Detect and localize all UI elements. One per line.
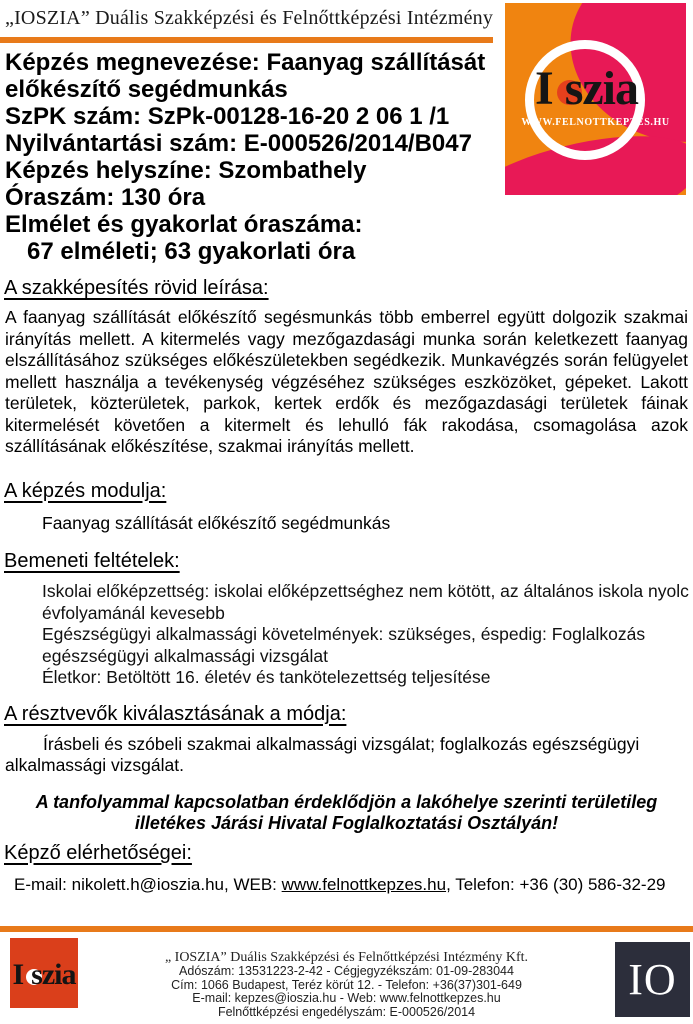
footer-address-line: Cím: 1066 Budapest, Teréz körút 12. - Telefon: +36(37)301-649 (171, 977, 522, 992)
course-szpk-line: SzPK szám: SzPk-00128-16-20 2 06 1 /1 (5, 103, 450, 130)
course-hours-split-label: Elmélet és gyakorlat óraszáma: (5, 211, 363, 238)
module-item: Faanyag szállítását előkészítő segédmunkás (42, 512, 391, 533)
footer-tax-line: Adószám: 13531223-2-42 - Cégjegyzékszám: 01-09-283044 (179, 964, 514, 978)
footer-ioszia-logo (10, 938, 78, 1008)
course-hours-line: Óraszám: 130 óra (5, 184, 206, 211)
footer-io-logo-text: IO (628, 955, 677, 1004)
ioszia-logo (505, 3, 686, 195)
section-heading-requirements: Bemeneti feltételek: (4, 550, 180, 572)
requirement-item-schooling: Iskolai előképzettség: iskolai előképzettséghez nem kötött, az általános iskola nyolc évfolyamánál kevesebb (42, 581, 689, 623)
logo-letters-szia: szia (564, 62, 639, 115)
masthead-divider (0, 37, 493, 43)
footer (0, 926, 693, 1019)
section-heading-description: A szakképesítés rövid leírása: (4, 277, 269, 299)
section-heading-module: A képzés modulja: (4, 479, 167, 502)
section-heading-selection: A résztvevők kiválasztásának a módja: (4, 702, 347, 725)
requirement-item-health: Egészségügyi alkalmassági követelmények: szükséges, éspedig: Foglalkozás egészségügyi alkalmassági vizsgálat (42, 624, 646, 666)
footer-company-info (78, 938, 615, 1019)
course-details-block (5, 49, 503, 265)
description-paragraph: A faanyag szállítását előkészítő segésmunkás több emberrel együtt dolgozik szakmai irányítás mellett. A kitermelés vagy mezőgazdasági munka során keletkezett faanyag elszállításához szükséges előkészületekben segédkezik. Munkavégzés során felügyelet mellett használja a tevékenység végzéséhez szükséges eszközöket, gépeket. Lakott területek, közterületek, parkok, kertek erdők és mezőgazdasági területek fáinak kitermelését követően a kitermelt és lehulló fák rakodása, csomagolása azok szállításának előkészítése, szakmai irányítás mellett. (5, 307, 688, 456)
footer-logo-wordmark (12, 960, 75, 990)
course-registry-line: Nyilvántartási szám: E-000526/2014/B047 (5, 130, 472, 157)
footer-io-logo (615, 942, 690, 1017)
requirements-list (42, 581, 689, 689)
course-location-line: Képzés helyszíne: Szombathely (5, 157, 367, 184)
contact-line (14, 875, 693, 895)
footer-logo-letters-szia: szia (31, 958, 76, 991)
footer-divider (0, 926, 693, 932)
selection-paragraph: Írásbeli és szóbeli szakmai alkalmassági vizsgálat; foglalkozás egészségügyi alkalmassági vizsgálat. (5, 733, 640, 775)
logo-letter-i: I (535, 62, 554, 115)
masthead-title: „IOSZIA” Duális Szakképzési és Felnőttképzési Intézmény (5, 7, 494, 29)
course-hours-split-value: 67 elméleti; 63 gyakorlati óra (27, 238, 356, 265)
logo-wordmark (535, 62, 639, 115)
district-office-notice: A tanfolyammal kapcsolatban érdeklődjön a lakóhelye szerinti területileg illetékes Járási Hivatal Foglalkoztatási Osztályán! (35, 791, 658, 833)
contact-email-text: E-mail: nikolett.h@ioszia.hu, WEB: (14, 874, 282, 894)
footer-row (0, 938, 693, 1019)
course-name-line: Képzés megnevezése: Faanyag szállítását előkészítő segédmunkás (5, 49, 486, 103)
requirement-item-age: Életkor: Betöltött 16. életév és tankötelezettség teljesítése (42, 667, 491, 687)
logo-website-text: WWW.FELNOTTKEPZES.HU (521, 117, 670, 128)
footer-company-name: „ IOSZIA” Duális Szakképzési és Felnőttképzési Intézmény Kft. (164, 950, 529, 965)
footer-email-web-line: E-mail: kepzes@ioszia.hu - Web: www.felnottkepzes.hu (192, 991, 501, 1006)
section-heading-contact: Képző elérhetőségei: (4, 841, 192, 864)
contact-web-link[interactable]: www.felnottkepzes.hu (281, 874, 447, 894)
contact-phone-text: , Telefon: +36 (30) 586-32-29 (446, 874, 666, 894)
footer-license-line: Felnőttképzési engedélyszám: E-000526/2014 (217, 1004, 476, 1019)
footer-logo-letter-i: I (12, 958, 25, 991)
